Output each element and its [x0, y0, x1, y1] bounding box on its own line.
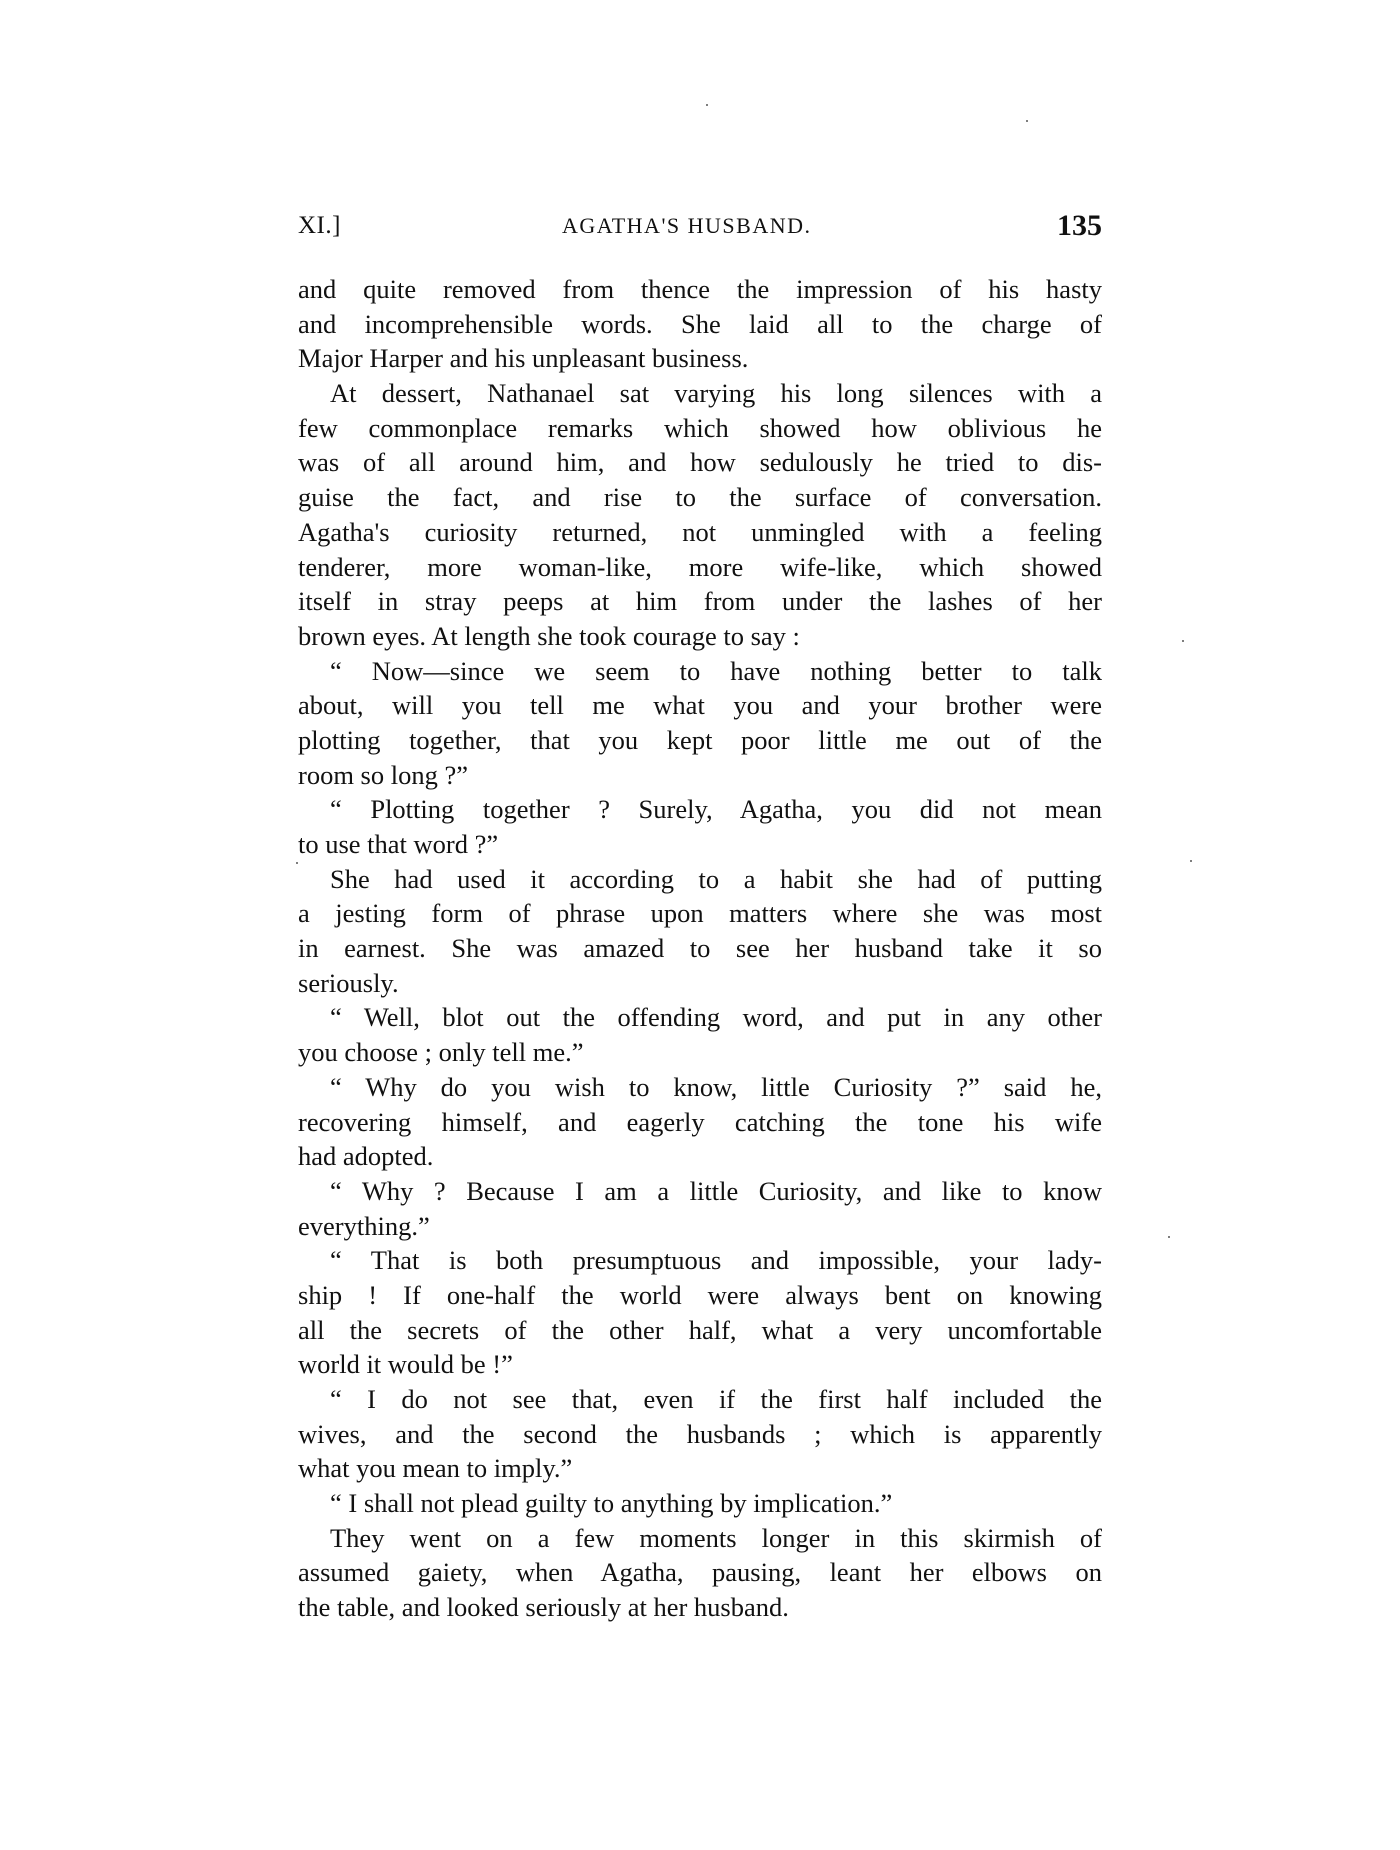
- text-line: you choose ; only tell me.”: [298, 1037, 584, 1068]
- text-line: They went on a few moments longer in this skirmish of: [330, 1522, 1102, 1553]
- page-number: 135: [1057, 209, 1102, 242]
- chapter-number: XI.]: [298, 212, 341, 239]
- text-line: brown eyes. At length she took courage to say :: [298, 620, 800, 651]
- text-line: in earnest. She was amazed to see her husband take it so: [298, 933, 1102, 964]
- scan-speck: [296, 862, 298, 864]
- text-line: tenderer, more woman-like, more wife-like, which showed: [298, 551, 1102, 582]
- text-line: Agatha's curiosity returned, not unmingled with a feeling: [298, 516, 1102, 547]
- running-head: [298, 206, 1102, 246]
- text-line: “ That is both presumptuous and impossible, your lady-: [330, 1245, 1102, 1276]
- text-line: guise the fact, and rise to the surface of conversation.: [298, 482, 1102, 513]
- scan-speck: [1168, 1236, 1170, 1238]
- running-title: AGATHA'S HUSBAND.: [562, 213, 812, 238]
- text-line: the table, and looked seriously at her husband.: [298, 1592, 789, 1623]
- text-line: plotting together, that you kept poor little me out of the: [298, 724, 1102, 755]
- text-line: “ Now—since we seem to have nothing better to talk: [330, 655, 1102, 686]
- text-line: all the secrets of the other half, what a very uncomfortable: [298, 1314, 1102, 1345]
- text-line: recovering himself, and eagerly catching the tone his wife: [298, 1106, 1102, 1137]
- text-line: had adopted.: [298, 1141, 434, 1172]
- text-line: itself in stray peeps at him from under the lashes of her: [298, 586, 1102, 617]
- text-line: “ I do not see that, even if the first half included the: [330, 1384, 1102, 1414]
- text-line: what you mean to imply.”: [298, 1453, 573, 1484]
- text-line: and quite removed from thence the impression of his hasty: [298, 274, 1102, 304]
- text-line: “ Why do you wish to know, little Curiosity ?” said he,: [330, 1071, 1102, 1102]
- text-line: was of all around him, and how sedulously he tried to dis-: [298, 447, 1102, 478]
- scan-speck: [1190, 860, 1192, 862]
- text-line: wives, and the second the husbands ; which is apparently: [298, 1418, 1102, 1449]
- text-line: “ Why ? Because I am a little Curiosity, and like to know: [330, 1175, 1102, 1206]
- scan-speck: [706, 104, 708, 106]
- text-line: “ I shall not plead guilty to anything by implication.”: [330, 1488, 893, 1519]
- text-line: seriously.: [298, 967, 399, 998]
- text-line: Major Harper and his unpleasant business.: [298, 343, 749, 374]
- text-line: to use that word ?”: [298, 829, 499, 859]
- scan-speck: [1026, 120, 1028, 122]
- text-line: everything.”: [298, 1210, 430, 1241]
- text-line: ship ! If one-half the world were always bent on knowing: [298, 1279, 1102, 1310]
- body-text: [298, 272, 1102, 1625]
- text-line: assumed gaiety, when Agatha, pausing, leant her elbows on: [298, 1557, 1102, 1588]
- text-line: about, will you tell me what you and your brother were: [298, 690, 1102, 721]
- text-line: few commonplace remarks which showed how oblivious he: [298, 412, 1102, 443]
- text-line: “ Plotting together ? Surely, Agatha, you did not mean: [330, 794, 1102, 825]
- text-line: world it would be !”: [298, 1349, 513, 1380]
- text-line: room so long ?”: [298, 759, 469, 790]
- text-line: a jesting form of phrase upon matters where she was most: [298, 898, 1102, 929]
- scan-speck: [1182, 640, 1184, 642]
- text-line: “ Well, blot out the offending word, and put in any other: [330, 1002, 1102, 1033]
- text-line: and incomprehensible words. She laid all to the charge of: [298, 308, 1102, 339]
- text-line: At dessert, Nathanael sat varying his long silences with a: [330, 378, 1102, 409]
- text-line: She had used it according to a habit she had of putting: [330, 863, 1102, 894]
